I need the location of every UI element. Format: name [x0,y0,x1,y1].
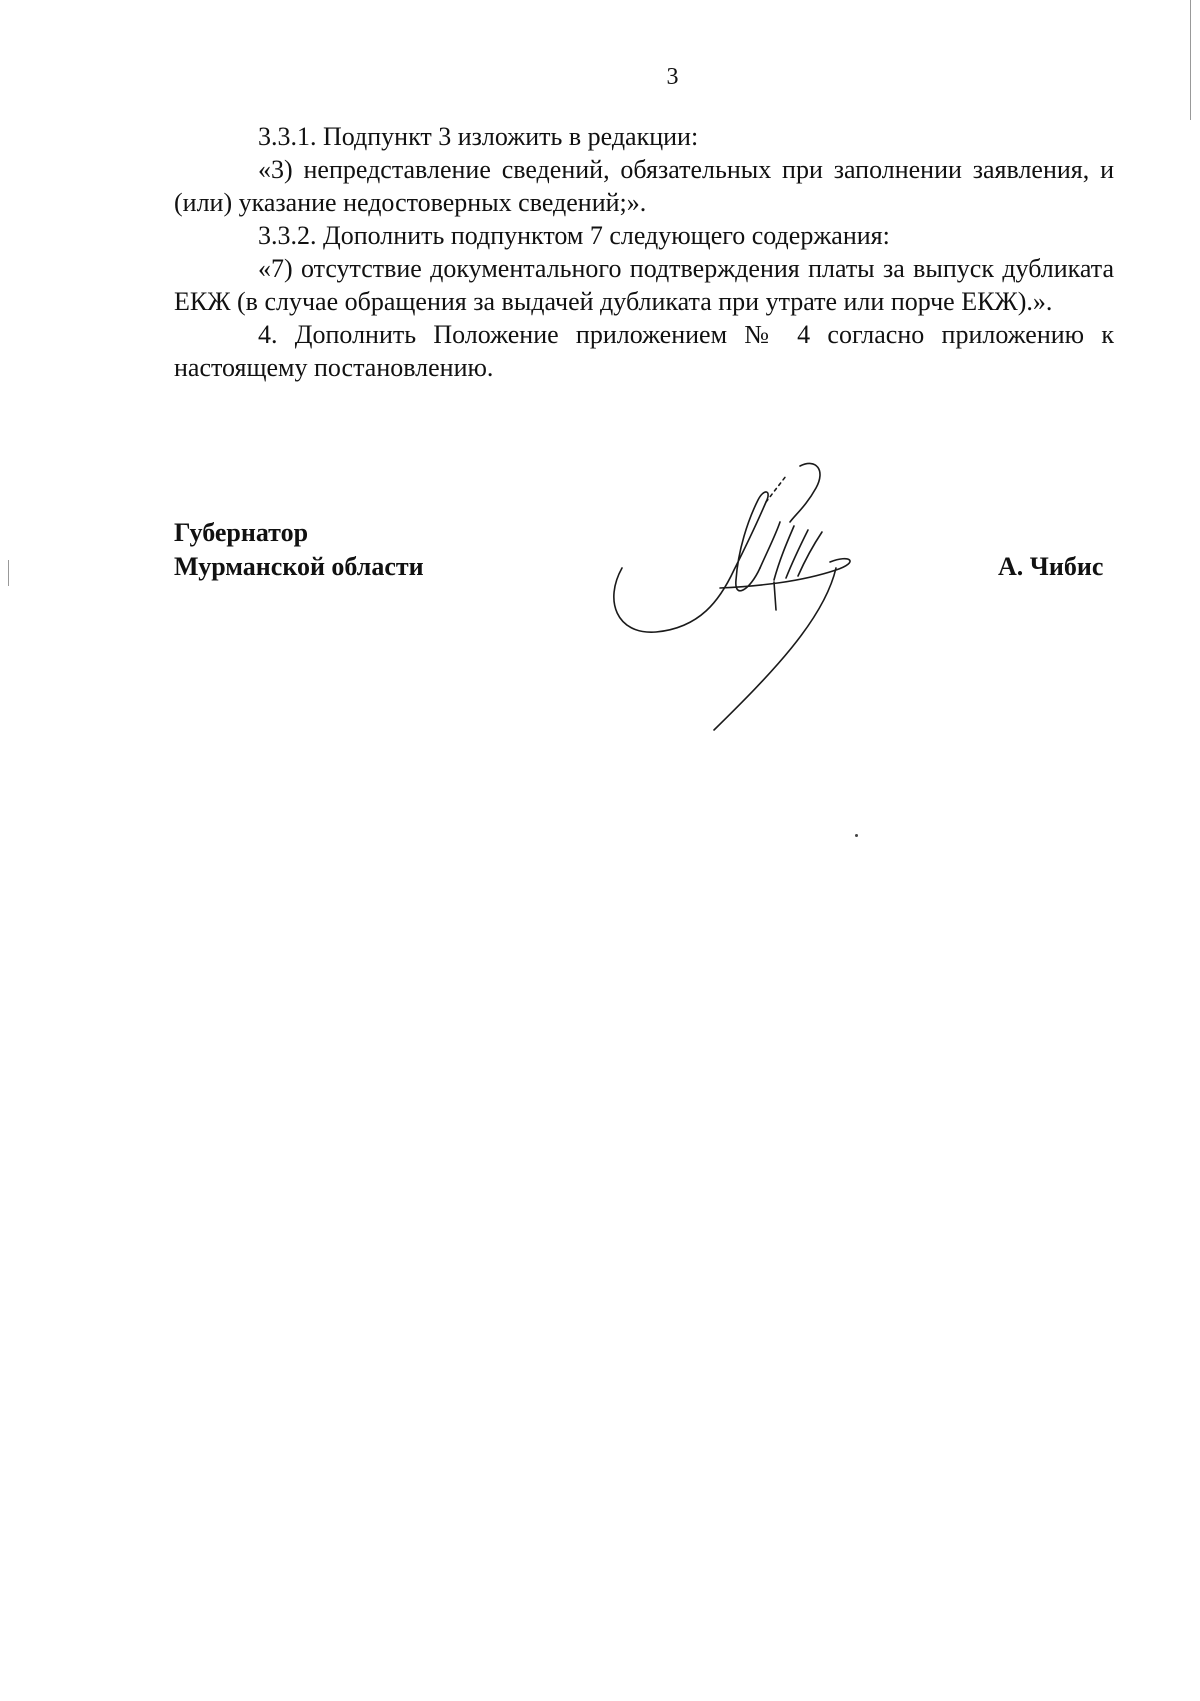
paragraph-3-3-1: 3.3.1. Подпункт 3 изложить в редакции: [258,122,699,151]
signatory-title-line1: Губернатор [174,518,309,547]
paragraph-item-7: «7) отсутствие документального подтверждения платы за выпуск дубликата ЕКЖ (в случае обращения за выдачей дубликата при утрате или порче ЕКЖ).». [174,254,1114,316]
signer-name: А. Чибис [998,552,1104,581]
scan-edge-mark-left [8,560,9,586]
paragraph-3-3-2: 3.3.2. Дополнить подпунктом 7 следующего содержания: [258,221,890,250]
page-number: 3 [666,64,679,90]
scan-edge-mark-right [1190,0,1191,120]
signatory-title [174,516,424,584]
scan-speck [855,834,858,837]
handwritten-signature-icon [610,450,910,740]
paragraph-4: 4. Дополнить Положение приложением № 4 согласно приложению к настоящему постановлению. [174,320,1114,382]
signatory-title-line2: Мурманской области [174,552,424,581]
paragraph-item-3: «3) непредставление сведений, обязательных при заполнении заявления, и (или) указание недостоверных сведений;». [174,155,1114,217]
document-body [174,120,1114,384]
